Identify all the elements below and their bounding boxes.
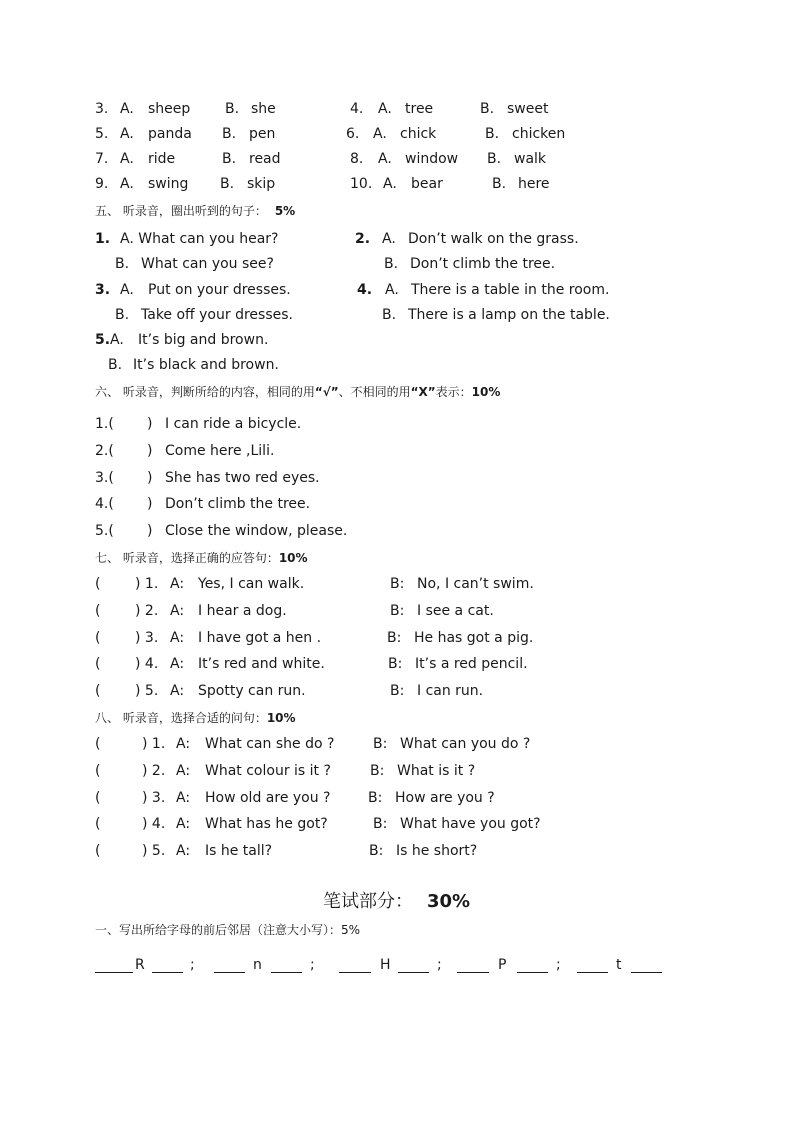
answer-blank[interactable] bbox=[457, 972, 489, 973]
sentence-row-text: 3. bbox=[95, 282, 111, 298]
response-row-text: B: bbox=[390, 683, 405, 699]
judge-row-text: ) bbox=[147, 496, 153, 512]
question-row-text: B: bbox=[368, 790, 383, 806]
option-row-text: B. bbox=[480, 101, 495, 117]
judge-row bbox=[0, 521, 793, 541]
question-row-text: ) 1. bbox=[142, 736, 166, 752]
response-row-text: I hear a dog. bbox=[198, 603, 287, 619]
question-row-text: B: bbox=[369, 843, 384, 859]
response-row-text: A: bbox=[170, 683, 185, 699]
judge-row-text: 2.( bbox=[95, 443, 114, 459]
written-q1-heading: 一、写出所给字母的前后邻居（注意大小写）：5% bbox=[95, 923, 361, 937]
sentence-row-text: 2. bbox=[355, 231, 371, 247]
question-row-text: ) 2. bbox=[142, 763, 166, 779]
given-letter: P bbox=[498, 957, 507, 973]
judge-row bbox=[0, 468, 793, 488]
question-row-text: Is he tall? bbox=[205, 843, 273, 859]
judge-row-text: 4.( bbox=[95, 496, 114, 512]
option-row-text: 5. bbox=[95, 126, 109, 142]
response-row-text: B: bbox=[388, 656, 403, 672]
section-6-check-mark: “√” bbox=[314, 385, 339, 399]
answer-blank[interactable] bbox=[339, 972, 371, 973]
question-row-text: What can you do ? bbox=[400, 736, 531, 752]
option-row-text: swing bbox=[148, 176, 189, 192]
question-row-text: A: bbox=[176, 843, 191, 859]
given-letter: H bbox=[380, 957, 391, 973]
separator: ; bbox=[437, 957, 442, 973]
sentence-row-text: 1. bbox=[95, 231, 111, 247]
judge-row-text: I can ride a bicycle. bbox=[165, 416, 302, 432]
option-row bbox=[0, 174, 793, 194]
section-8-heading bbox=[95, 708, 296, 728]
separator: ; bbox=[556, 957, 561, 973]
sentence-row-text: It’s big and brown. bbox=[138, 332, 269, 348]
option-row-text: A. bbox=[120, 176, 134, 192]
sentence-row-text: There is a lamp on the table. bbox=[408, 307, 610, 323]
sentence-row-text: A. bbox=[110, 332, 124, 348]
question-row bbox=[0, 734, 793, 754]
option-row-text: A. bbox=[378, 101, 392, 117]
answer-blank[interactable] bbox=[517, 972, 548, 973]
sentence-row bbox=[0, 229, 793, 249]
response-row bbox=[0, 681, 793, 701]
response-row bbox=[0, 628, 793, 648]
response-row-text: ( bbox=[95, 683, 101, 699]
sentence-row-text: There is a table in the room. bbox=[411, 282, 610, 298]
sentence-row-text: Don’t climb the tree. bbox=[410, 256, 556, 272]
answer-blank[interactable] bbox=[577, 972, 608, 973]
section-6-score: 10% bbox=[471, 385, 501, 399]
answer-blank[interactable] bbox=[398, 972, 429, 973]
judge-row-text: 5.( bbox=[95, 523, 114, 539]
sentence-row-text: Put on your dresses. bbox=[148, 282, 291, 298]
sentence-row-text: A. What can you hear? bbox=[120, 231, 279, 247]
question-row-text: B: bbox=[373, 736, 388, 752]
written-part-title bbox=[0, 890, 793, 914]
section-6-heading bbox=[95, 382, 500, 402]
question-row-text: What has he got? bbox=[205, 816, 328, 832]
question-row-text: B: bbox=[373, 816, 388, 832]
option-row-text: chick bbox=[400, 126, 437, 142]
response-row-text: ) 5. bbox=[135, 683, 159, 699]
option-row-text: 7. bbox=[95, 151, 109, 167]
question-row-text: What colour is it ? bbox=[205, 763, 331, 779]
option-row-text: 10. bbox=[350, 176, 373, 192]
option-row-text: B. bbox=[492, 176, 507, 192]
question-row-text: ) 4. bbox=[142, 816, 166, 832]
option-row-text: B. bbox=[222, 126, 237, 142]
option-row-text: ride bbox=[148, 151, 176, 167]
response-row-text: Spotty can run. bbox=[198, 683, 306, 699]
option-row-text: B. bbox=[225, 101, 240, 117]
response-row-text: A: bbox=[170, 656, 185, 672]
option-row-text: tree bbox=[405, 101, 434, 117]
question-row-text: What can she do ? bbox=[205, 736, 335, 752]
response-row-text: B: bbox=[390, 576, 405, 592]
response-row-text: A: bbox=[170, 603, 185, 619]
question-row-text: Is he short? bbox=[396, 843, 478, 859]
section-8-title: 八、 听录音，选择合适的问句： bbox=[95, 711, 267, 725]
option-row-text: B. bbox=[485, 126, 500, 142]
judge-row-text: ) bbox=[147, 470, 153, 486]
option-row-text: 4. bbox=[350, 101, 364, 117]
option-row-text: A. bbox=[378, 151, 392, 167]
section-6-title-end: 表示： bbox=[435, 385, 472, 399]
question-row-text: ( bbox=[95, 843, 101, 859]
response-row-text: ) 4. bbox=[135, 656, 159, 672]
sentence-row bbox=[0, 254, 793, 274]
section-7-score: 10% bbox=[278, 551, 308, 565]
response-row bbox=[0, 654, 793, 674]
sentence-row-text: 5. bbox=[95, 332, 111, 348]
response-row-text: ( bbox=[95, 576, 101, 592]
judge-row bbox=[0, 414, 793, 434]
question-row-text: ) 5. bbox=[142, 843, 166, 859]
sentence-row-text: Don’t walk on the grass. bbox=[408, 231, 579, 247]
option-row bbox=[0, 124, 793, 144]
response-row-text: ) 1. bbox=[135, 576, 159, 592]
sentence-row-text: 4. bbox=[357, 282, 373, 298]
question-row-text: How old are you ? bbox=[205, 790, 331, 806]
answer-blank[interactable] bbox=[214, 972, 245, 973]
separator: ; bbox=[190, 957, 195, 973]
question-row-text: ( bbox=[95, 763, 101, 779]
question-row bbox=[0, 814, 793, 834]
section-8-score: 10% bbox=[266, 711, 296, 725]
option-row-text: 3. bbox=[95, 101, 109, 117]
response-row-text: I see a cat. bbox=[417, 603, 494, 619]
response-row-text: ) 2. bbox=[135, 603, 159, 619]
answer-blank[interactable] bbox=[271, 972, 302, 973]
option-row-text: skip bbox=[247, 176, 276, 192]
response-row-text: B: bbox=[387, 630, 402, 646]
sentence-row-text: B. bbox=[382, 307, 397, 323]
question-row bbox=[0, 788, 793, 808]
question-row-text: A: bbox=[176, 790, 191, 806]
sentence-row-text: A. bbox=[385, 282, 399, 298]
option-row-text: panda bbox=[148, 126, 192, 142]
option-row-text: A. bbox=[120, 151, 134, 167]
response-row-text: I have got a hen . bbox=[198, 630, 322, 646]
option-row-text: 8. bbox=[350, 151, 364, 167]
section-5-score: 5% bbox=[274, 204, 296, 218]
judge-row-text: ) bbox=[147, 416, 153, 432]
response-row bbox=[0, 601, 793, 621]
question-row-text: ( bbox=[95, 736, 101, 752]
judge-row bbox=[0, 441, 793, 461]
option-row-text: window bbox=[405, 151, 459, 167]
sentence-row bbox=[0, 305, 793, 325]
question-row-text: ( bbox=[95, 816, 101, 832]
judge-row bbox=[0, 494, 793, 514]
response-row-text: ( bbox=[95, 630, 101, 646]
response-row-text: B: bbox=[390, 603, 405, 619]
sentence-row bbox=[0, 355, 793, 375]
question-row-text: What is it ? bbox=[397, 763, 476, 779]
sentence-row-text: B. bbox=[115, 307, 130, 323]
question-row-text: B: bbox=[370, 763, 385, 779]
response-row bbox=[0, 574, 793, 594]
judge-row-text: ) bbox=[147, 443, 153, 459]
section-6-title-mid: 、不相同的用 bbox=[338, 385, 411, 399]
section-6-x-mark: “X” bbox=[410, 385, 436, 399]
judge-row-text: She has two red eyes. bbox=[165, 470, 320, 486]
response-row-text: ( bbox=[95, 656, 101, 672]
option-row-text: here bbox=[518, 176, 550, 192]
response-row-text: No, I can’t swim. bbox=[417, 576, 534, 592]
option-row-text: B. bbox=[220, 176, 235, 192]
judge-row-text: ) bbox=[147, 523, 153, 539]
option-row-text: walk bbox=[514, 151, 547, 167]
sentence-row-text: What can you see? bbox=[141, 256, 274, 272]
section-6-title: 六、 听录音，判断所给的内容，相同的用 bbox=[95, 385, 315, 399]
response-row-text: Yes, I can walk. bbox=[198, 576, 305, 592]
response-row-text: It’s a red pencil. bbox=[415, 656, 528, 672]
sentence-row-text: It’s black and brown. bbox=[133, 357, 279, 373]
option-row-text: pen bbox=[249, 126, 276, 142]
question-row bbox=[0, 841, 793, 861]
option-row-text: A. bbox=[120, 126, 134, 142]
option-row-text: chicken bbox=[512, 126, 566, 142]
option-row-text: sheep bbox=[148, 101, 191, 117]
separator: ; bbox=[310, 957, 315, 973]
section-5-title: 五、 听录音，圈出听到的句子： bbox=[95, 204, 267, 218]
judge-row-text: 3.( bbox=[95, 470, 114, 486]
question-row-text: ) 3. bbox=[142, 790, 166, 806]
question-row-text: ( bbox=[95, 790, 101, 806]
option-row-text: B. bbox=[487, 151, 502, 167]
sentence-row bbox=[0, 280, 793, 300]
section-7-heading bbox=[95, 548, 308, 568]
question-row bbox=[0, 761, 793, 781]
judge-row-text: Don’t climb the tree. bbox=[165, 496, 311, 512]
response-row-text: ( bbox=[95, 603, 101, 619]
question-row-text: How are you ? bbox=[395, 790, 495, 806]
sentence-row-text: Take off your dresses. bbox=[141, 307, 293, 323]
sentence-row bbox=[0, 330, 793, 350]
question-row-text: What have you got? bbox=[400, 816, 541, 832]
sentence-row-text: B. bbox=[108, 357, 123, 373]
option-row-text: sweet bbox=[507, 101, 549, 117]
response-row-text: A: bbox=[170, 630, 185, 646]
section-7-title: 七、 听录音，选择正确的应答句： bbox=[95, 551, 279, 565]
answer-blank[interactable] bbox=[152, 972, 183, 973]
written-title-label: 笔试部分： bbox=[322, 891, 413, 912]
sentence-row-text: A. bbox=[382, 231, 396, 247]
option-row-text: A. bbox=[373, 126, 387, 142]
written-score: 30% bbox=[426, 891, 471, 912]
sentence-row-text: A. bbox=[120, 282, 134, 298]
option-row bbox=[0, 149, 793, 169]
judge-row-text: Close the window, please. bbox=[165, 523, 348, 539]
response-row-text: A: bbox=[170, 576, 185, 592]
option-row-text: A. bbox=[383, 176, 397, 192]
given-letter: n bbox=[253, 957, 262, 973]
option-row bbox=[0, 99, 793, 119]
response-row-text: ) 3. bbox=[135, 630, 159, 646]
judge-row-text: 1.( bbox=[95, 416, 114, 432]
response-row-text: I can run. bbox=[417, 683, 484, 699]
sentence-row-text: B. bbox=[384, 256, 399, 272]
option-row-text: read bbox=[249, 151, 281, 167]
option-row-text: she bbox=[251, 101, 276, 117]
option-row-text: 6. bbox=[346, 126, 360, 142]
option-row-text: 9. bbox=[95, 176, 109, 192]
question-row-text: A: bbox=[176, 816, 191, 832]
question-row-text: A: bbox=[176, 736, 191, 752]
section-5-heading bbox=[95, 201, 295, 221]
question-row-text: A: bbox=[176, 763, 191, 779]
sentence-row-text: B. bbox=[115, 256, 130, 272]
given-letter: R bbox=[135, 957, 145, 973]
option-row-text: bear bbox=[411, 176, 443, 192]
given-letter: t bbox=[616, 957, 622, 973]
response-row-text: It’s red and white. bbox=[198, 656, 325, 672]
answer-blank[interactable] bbox=[95, 972, 133, 973]
option-row-text: A. bbox=[120, 101, 134, 117]
response-row-text: He has got a pig. bbox=[414, 630, 534, 646]
option-row-text: B. bbox=[222, 151, 237, 167]
answer-blank[interactable] bbox=[631, 972, 662, 973]
judge-row-text: Come here ,Lili. bbox=[165, 443, 275, 459]
